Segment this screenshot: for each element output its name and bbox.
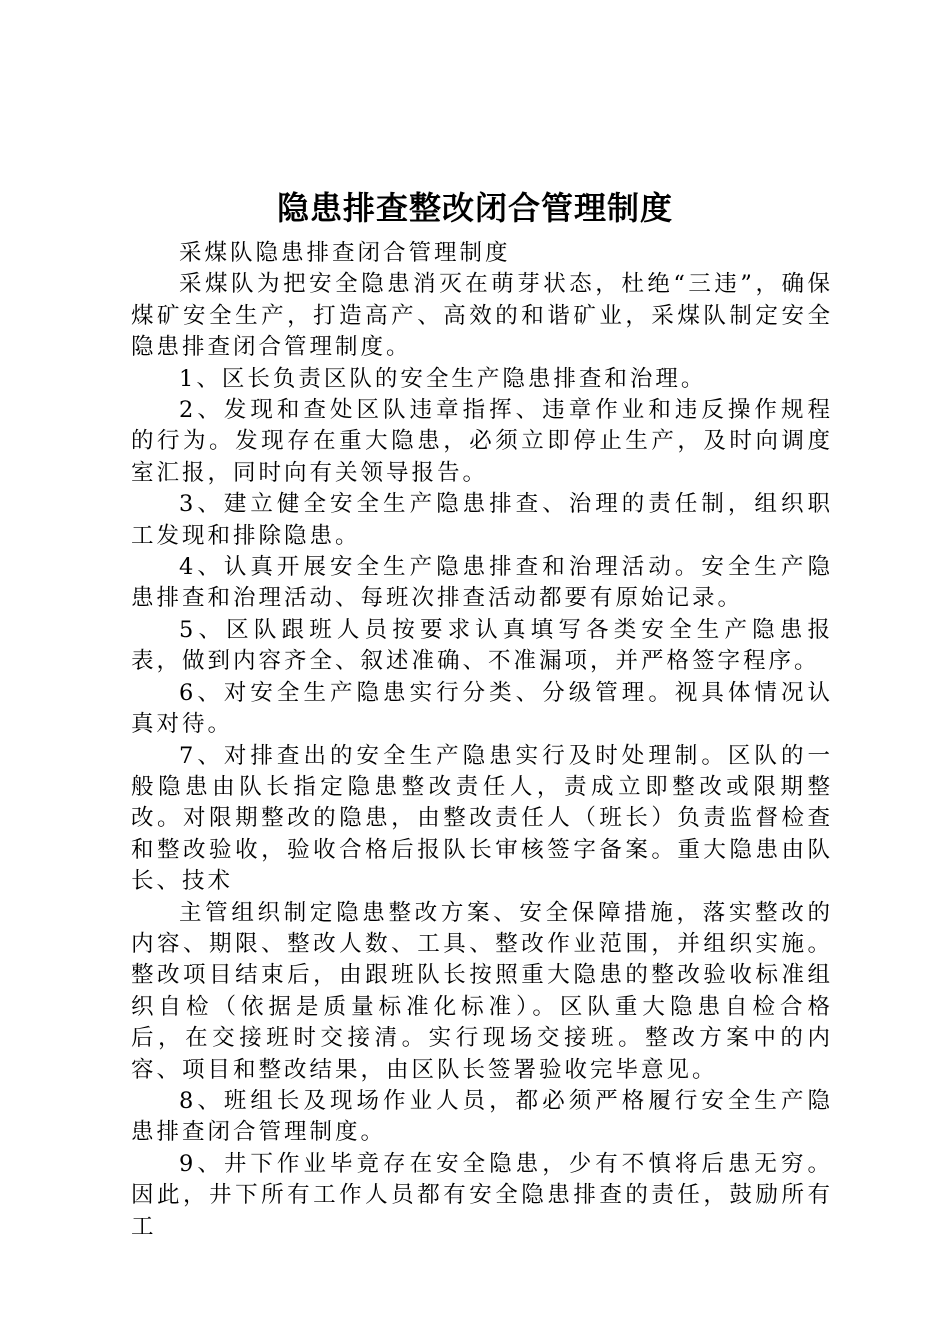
rule-5-paragraph: 5、区队跟班人员按要求认真填写各类安全生产隐患报表，做到内容齐全、叙述准确、不准漏项，并严格签字程序。 — [131, 616, 833, 675]
rule-7-paragraph: 7、对排查出的安全生产隐患实行及时处理制。区队的一般隐患由队长指定隐患整改责任人，责成立即整改或限期整改。对限期整改的隐患，由整改责任人（班长）负责监督检查和整改验收，验收合格后报队长审核签字备案。重大隐患由队长、技术 — [131, 742, 833, 895]
rule-4-paragraph: 4、认真开展安全生产隐患排查和治理活动。安全生产隐患排查和治理活动、每班次排查活动都要有原始记录。 — [131, 554, 833, 612]
rule-6-paragraph: 6、对安全生产隐患实行分类、分级管理。视具体情况认真对待。 — [131, 679, 833, 738]
document-subtitle: 采煤队隐患排查闭合管理制度 — [179, 240, 511, 266]
rule-3-paragraph: 3、建立健全安全生产隐患排查、治理的责任制，组织职工发现和排除隐患。 — [131, 491, 833, 549]
document-body — [131, 238, 833, 1243]
intro-paragraph: 采煤队为把安全隐患消灭在萌芽状态，杜绝“三违”，确保煤矿安全生产，打造高产、高效的和谐矿业，采煤队制定安全隐患排查闭合管理制度。 — [131, 271, 833, 361]
rule-7-continuation-paragraph: 主管组织制定隐患整改方案、安全保障措施，落实整改的内容、期限、整改人数、工具、整改作业范围，并组织实施。整改项目结束后，由跟班队长按照重大隐患的整改验收标准组织自检（依据是质量标准化标准）。区队重大隐患自检合格后，在交接班时交接清。实行现场交接班。整改方案中的内容、项目和整改结果，由区队长签署验收完毕意见。 — [131, 899, 833, 1083]
rule-2-paragraph: 2、发现和查处区队违章指挥、违章作业和违反操作规程的行为。发现存在重大隐患，必须立即停止生产，及时向调度室汇报，同时向有关领导报告。 — [131, 397, 833, 486]
rule-9-paragraph: 9、井下作业毕竟存在安全隐患，少有不慎将后患无穷。因此，井下所有工作人员都有安全隐患排查的责任，鼓励所有工 — [131, 1150, 833, 1240]
document-title: 隐患排查整改闭合管理制度 — [276, 189, 673, 227]
rule-8-paragraph: 8、班组长及现场作业人员，都必须严格履行安全生产隐患排查闭合管理制度。 — [131, 1087, 833, 1146]
rule-1-paragraph: 1、区长负责区队的安全生产隐患排查和治理。 — [179, 365, 707, 392]
